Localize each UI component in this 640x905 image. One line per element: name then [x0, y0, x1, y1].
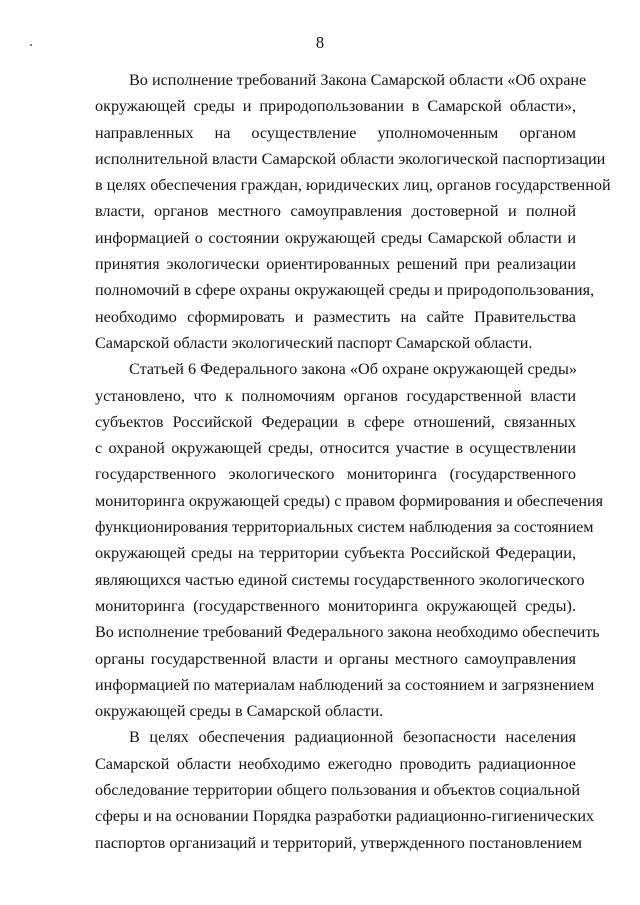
text-line: информацией о состоянии окружающей среды Самарской области и — [95, 228, 576, 247]
text-line: В целях обеспечения радиационной безопасности населения — [129, 728, 576, 747]
text-line: обследование территории общего пользования и объектов социальной — [95, 781, 581, 800]
paragraph-1 — [95, 67, 611, 356]
text-line: направленных на осуществление уполномоченным органом — [95, 123, 576, 142]
paragraph-3 — [95, 724, 595, 855]
text-line: установлено, что к полномочиям органов государственной власти — [95, 386, 576, 405]
text-line: Самарской области необходимо ежегодно проводить радиационное — [95, 754, 576, 773]
document-body — [95, 67, 611, 856]
text-line: информацией по материалам наблюдений за состоянием и загрязнением — [95, 675, 595, 694]
text-line: полномочий в сфере охраны окружающей среды и природопользования, — [95, 281, 595, 300]
text-line: мониторинга окружающей среды) с правом формирования и обеспечения — [95, 491, 604, 510]
text-line: субъектов Российской Федерации в сфере отношений, связанных — [95, 412, 576, 431]
text-line: необходимо сформировать и разместить на сайте Правительства — [95, 307, 576, 326]
text-line: в целях обеспечения граждан, юридических лиц, органов государственной — [95, 176, 611, 195]
text-line: сферы и на основании Порядка разработки радиационно-гигиенических — [95, 807, 595, 826]
text-line: с охраной окружающей среды, относится участие в осуществлении — [95, 439, 576, 458]
text-line: Во исполнение требований Федерального закона необходимо обеспечить — [95, 623, 600, 642]
text-line: мониторинга (государственного мониторинга окружающей среды). — [95, 596, 576, 615]
text-line: Во исполнение требований Закона Самарской области «Об охране — [129, 71, 587, 89]
text-line: принятия экологически ориентированных решений при реализации — [95, 255, 576, 274]
text-line: Самарской области экологический паспорт Самарской области. — [95, 333, 533, 352]
text-line: Статьей 6 Федерального закона «Об охране окружающей среды» — [129, 360, 577, 379]
text-line: функционирования территориальных систем наблюдения за состоянием — [95, 518, 594, 537]
text-line: являющихся частью единой системы государственного экологического — [95, 570, 585, 589]
page-number: 8 — [315, 33, 325, 52]
text-line: паспортов организаций и территорий, утвержденного постановлением — [95, 833, 582, 852]
text-line: государственного экологического мониторинга (государственного — [95, 465, 576, 484]
paragraph-2 — [95, 356, 604, 724]
text-line: окружающей среды в Самарской области. — [95, 702, 384, 721]
text-line: окружающей среды и природопользовании в Самарской области», — [95, 97, 576, 116]
text-line: исполнительной власти Самарской области экологической паспортизации — [95, 149, 606, 168]
text-line: власти, органов местного самоуправления достоверной и полной — [95, 202, 576, 221]
text-line: окружающей среды на территории субъекта Российской Федерации, — [95, 544, 576, 563]
text-line: органы государственной власти и органы местного самоуправления — [95, 649, 576, 668]
